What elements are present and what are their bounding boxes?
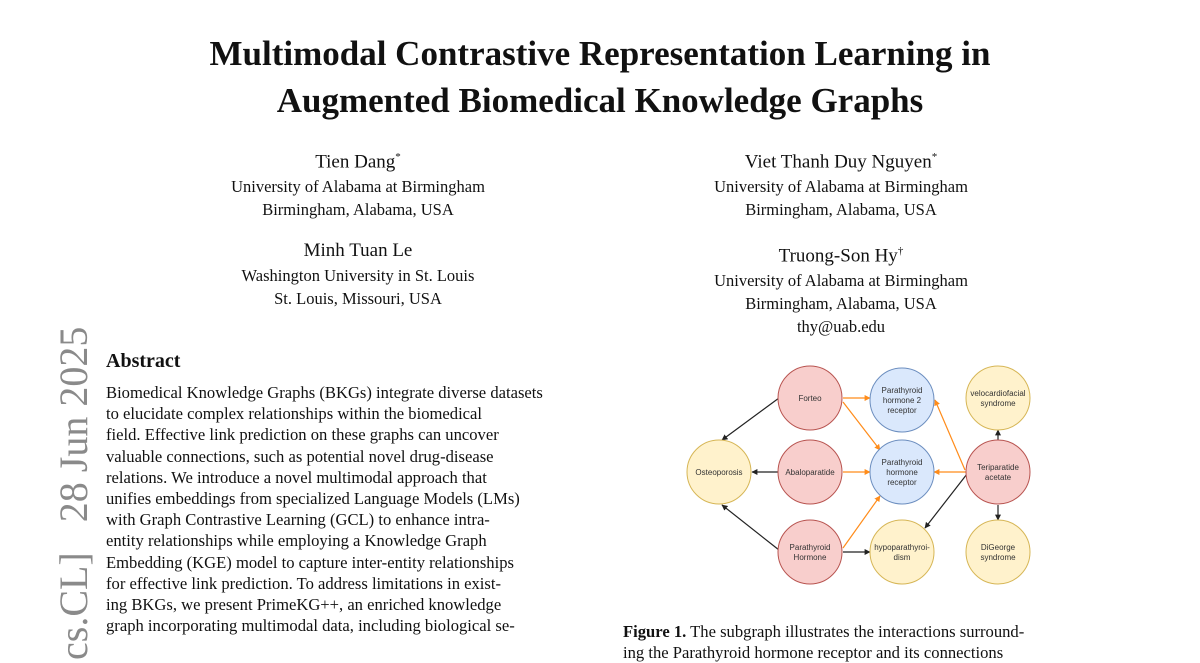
author-name: Tien Dang	[315, 151, 396, 173]
location: St. Louis, Missouri, USA	[274, 289, 442, 308]
node-label: velocardiofacial	[970, 389, 1026, 398]
node-circle	[778, 520, 842, 584]
node-velo	[966, 366, 1030, 430]
node-pthr	[870, 440, 934, 504]
node-forteo	[778, 366, 842, 430]
node-hypo	[870, 520, 934, 584]
node-teri	[966, 440, 1030, 504]
abstract-body: Biomedical Knowledge Graphs (BKGs) integrate diverse datasets to elucidate complex relationships within the biomedical field. Effective link prediction on these graphs can uncover valuable connections, such as potential novel drug-disease relations. We introduce a novel multimodal approach that unifies embeddings from specialized Language Models (LMs) with Graph Contrastive Learning (GCL) to enhance intra- entity relationships while employing a Knowledge Graph Embedding (KGE) model to capture inter-entity relationships for effective link prediction. To address limitations in exist- ing BKGs, we present PrimeKG++, an enriched knowledge graph incorporating multimodal data, including biological se-	[106, 383, 543, 636]
node-digeorge	[966, 520, 1030, 584]
author-name: Viet Thanh Duy Nguyen	[744, 151, 932, 173]
node-label: Parathyroid	[789, 543, 831, 552]
node-pth	[778, 520, 842, 584]
author-name: Minh Tuan Le	[303, 240, 413, 261]
affiliation: University of Alabama at Birmingham	[231, 177, 485, 197]
node-circle	[966, 520, 1030, 584]
arxiv-stamp: cs.CL] 28 Jun 2025	[51, 326, 96, 660]
paper-title: Multimodal Contrastive Representation Learning in Augmented Biomedical Knowledge Graphs	[209, 34, 991, 120]
node-label: Forteo	[798, 394, 822, 403]
abstract-heading: Abstract	[106, 350, 181, 372]
edges	[722, 398, 998, 552]
email: thy@uab.edu	[796, 317, 886, 337]
node-label: Parathyroid	[881, 458, 923, 467]
edge	[935, 400, 965, 470]
author-block: Truong-Son Hy† University of Alabama at Birmingham Birmingham, Alabama, USA thy@uab.edu	[641, 238, 1041, 338]
node-label: dism	[893, 553, 911, 562]
node-label: Parathyroid	[881, 386, 923, 395]
node-circle	[870, 520, 934, 584]
affiliation: University of Alabama at Birmingham	[714, 271, 968, 291]
node-label: syndrome	[980, 399, 1016, 408]
node-label: hormone	[886, 468, 918, 477]
edge	[722, 398, 779, 440]
node-osteo	[687, 440, 751, 504]
node-circle	[966, 366, 1030, 430]
node-label: Hormone	[793, 553, 827, 562]
node-label: syndrome	[980, 553, 1016, 562]
author-block: Tien Dang* University of Alabama at Birmingham Birmingham, Alabama, USA	[158, 144, 558, 221]
affiliation: Washington University in St. Louis	[241, 266, 475, 285]
figure-caption: Figure 1. The subgraph illustrates the interactions surround- ing the Parathyroid hormone receptor and its connections	[623, 622, 1025, 663]
node-label: hormone 2	[882, 396, 922, 405]
affiliation: University of Alabama at Birmingham	[714, 177, 968, 197]
node-abalo	[778, 440, 842, 504]
node-label: Abaloparatide	[785, 468, 835, 477]
author-block: Viet Thanh Duy Nguyen* University of Alabama at Birmingham Birmingham, Alabama, USA	[641, 144, 1041, 221]
node-pth2r	[870, 368, 934, 432]
nodes	[687, 366, 1030, 584]
node-label: Teriparatide	[977, 463, 1019, 472]
location: Birmingham, Alabama, USA	[745, 294, 937, 314]
node-label: hypoparathyroi-	[874, 543, 930, 552]
node-label: DiGeorge	[980, 543, 1016, 552]
node-label: receptor	[887, 478, 917, 487]
node-label: Osteoporosis	[695, 468, 743, 477]
location: Birmingham, Alabama, USA	[262, 200, 454, 220]
edge	[722, 505, 779, 550]
node-label: receptor	[887, 406, 917, 415]
node-circle	[966, 440, 1030, 504]
author-name: Truong-Son Hy	[778, 245, 898, 267]
location: Birmingham, Alabama, USA	[745, 200, 937, 220]
node-label: acetate	[984, 473, 1012, 482]
